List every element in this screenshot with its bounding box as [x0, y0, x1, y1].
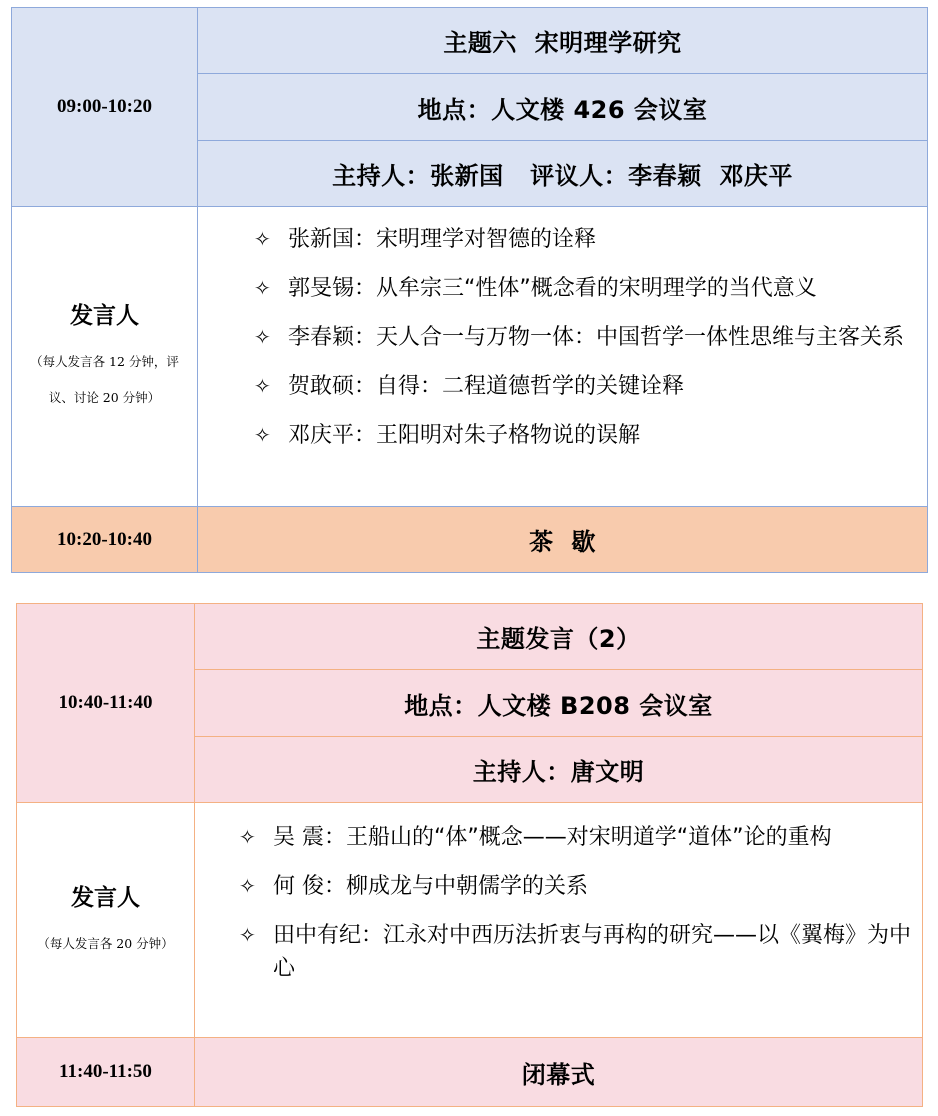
theme-cell [195, 604, 922, 670]
speakers-note: （每人发言各 20 分钟） [37, 935, 174, 951]
talk-list [239, 821, 919, 1001]
talk-text: 贺敢硕：自得：二程道德哲学的关键诠释 [288, 374, 685, 399]
session-time-cell [17, 604, 195, 803]
star-bullet-icon: ✧ [254, 374, 271, 398]
talks-cell [198, 207, 927, 507]
talk-item [254, 272, 924, 305]
session-venue: 地点：人文楼 B208 会议室 [404, 691, 713, 720]
closing-time: 11:40-11:50 [59, 1061, 152, 1082]
closing-label: 闭幕式 [521, 1060, 596, 1089]
speakers-label-cell [17, 803, 195, 1038]
session-theme: 主题发言（2） [476, 625, 641, 653]
closing-label-cell [195, 1038, 922, 1106]
theme-cell [198, 8, 927, 74]
talk-item [239, 870, 919, 903]
talk-item [254, 370, 924, 403]
talk-text: 田中有纪：江永对中西历法折衷与再构的研究——以《翼梅》为中心 [273, 923, 912, 981]
speakers-note: （每人发言各 12 分钟，评议、讨论 20 分钟） [30, 354, 179, 405]
break-time-cell [12, 507, 198, 572]
session-time-cell [12, 8, 198, 207]
talk-list [254, 223, 924, 468]
break-time: 10:20-10:40 [57, 528, 152, 550]
star-bullet-icon: ✧ [239, 874, 256, 898]
talk-text: 何 俊：柳成龙与中朝儒学的关系 [273, 874, 588, 899]
star-bullet-icon: ✧ [254, 276, 271, 300]
session-hosts: 主持人：唐文明 [472, 758, 645, 786]
talk-text: 张新国：宋明理学对智德的诠释 [288, 227, 597, 252]
hosts-cell [195, 737, 922, 803]
talk-item [254, 223, 924, 256]
talk-item [254, 321, 924, 354]
speakers-label: 发言人 [70, 303, 139, 329]
talk-text: 郭旻锡：从牟宗三“性体”概念看的宋明理学的当代意义 [288, 276, 817, 301]
talks-cell [195, 803, 922, 1038]
session-hosts: 主持人：张新国 评议人：李春颖 邓庆平 [332, 162, 793, 190]
star-bullet-icon: ✧ [254, 227, 271, 251]
venue-cell [198, 74, 927, 141]
star-bullet-icon: ✧ [254, 423, 271, 447]
talk-text: 吴 震：王船山的“体”概念——对宋明道学“道体”论的重构 [273, 825, 832, 850]
talk-text: 李春颖：天人合一与万物一体：中国哲学一体性思维与主客关系 [288, 325, 905, 350]
speakers-label-cell [12, 207, 198, 507]
session-time: 09:00-10:20 [57, 96, 152, 117]
session-venue: 地点：人文楼 426 会议室 [417, 95, 708, 124]
star-bullet-icon: ✧ [239, 825, 256, 849]
closing-time-cell [17, 1038, 195, 1106]
session-time: 10:40-11:40 [58, 692, 153, 713]
break-label: 茶 歇 [529, 528, 596, 556]
hosts-cell [198, 141, 927, 207]
star-bullet-icon: ✧ [254, 325, 271, 349]
talk-text: 邓庆平：王阳明对朱子格物说的误解 [288, 423, 641, 448]
talk-item [254, 419, 924, 452]
break-label-cell [198, 507, 927, 572]
talk-item [239, 919, 919, 985]
session-table-2 [16, 603, 923, 1107]
session-table-1 [11, 7, 928, 573]
star-bullet-icon: ✧ [239, 923, 256, 947]
venue-cell [195, 670, 922, 737]
talk-item [239, 821, 919, 854]
speakers-label: 发言人 [71, 884, 140, 911]
session-theme: 主题六 宋明理学研究 [443, 29, 682, 57]
